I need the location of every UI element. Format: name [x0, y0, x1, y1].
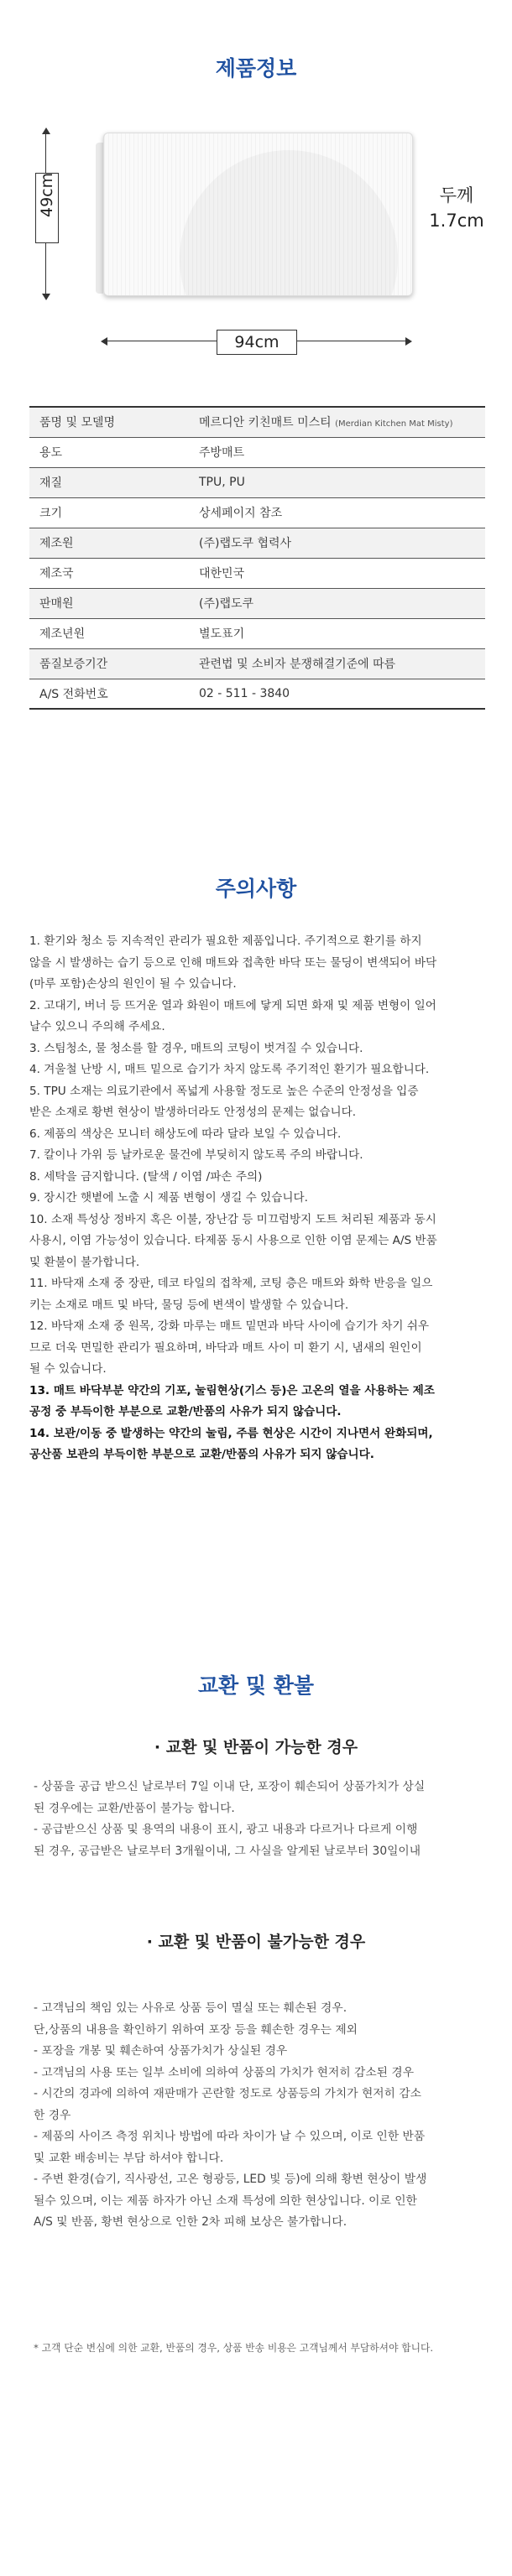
caution-line: 9. 장시간 햇볕에 노출 시 제품 변형이 생길 수 있습니다.	[29, 1191, 308, 1205]
spec-key: 제조년원	[29, 618, 189, 648]
kitchen-mat-image	[103, 133, 413, 296]
caution-line-bold: 공정 중 부득이한 부분으로 교환/반품의 사유가 되지 않습니다.	[29, 1405, 342, 1418]
exchange-impossible-list	[34, 1998, 483, 2234]
arrow-left-icon	[101, 337, 107, 346]
exchange-impossible-title: · 교환 및 반품이 불가능한 경우	[146, 1933, 366, 1951]
caution-line: 사용시, 이염 가능성이 있습니다. 타제품 동시 사용으로 인한 이염 문제는 A/S 반품	[29, 1234, 437, 1247]
spec-key: 크기	[29, 497, 189, 528]
spec-value: 별도표기	[189, 618, 485, 648]
table-row	[29, 558, 485, 588]
spec-key: 품명 및 모델명	[29, 407, 189, 437]
spec-table	[29, 406, 485, 710]
caution-line: 3. 스팀청소, 물 청소를 할 경우, 매트의 코팅이 벗겨질 수 있습니다.	[29, 1041, 363, 1055]
product-info-title: 제품정보	[215, 56, 297, 81]
caution-line: 않을 시 발생하는 습기 등으로 인해 매트와 접촉한 바닥 또는 물딩이 변색되어 바닥	[29, 955, 437, 970]
spec-value: 대한민국	[189, 558, 485, 588]
caution-line: 12. 바닥재 소재 중 원목, 강화 마루는 매트 밑면과 바닥 사이에 습기가 차기 쉬우	[29, 1319, 430, 1333]
list-item: - 시간의 경과에 의하여 재판매가 곤란할 정도로 상품등의 가치가 현저히 감소	[34, 2087, 421, 2100]
spec-value: (주)랩도쿠	[189, 588, 485, 618]
exchange-title: 교환 및 환불	[197, 1673, 315, 1698]
list-item: - 고객님의 사용 또는 일부 소비에 의하여 상품의 가치가 현저히 감소된 경우	[34, 2065, 415, 2079]
caution-line-bold: 13. 매트 바닥부분 약간의 기포, 눌림현상(기스 등)은 고온의 열을 사용하는 제조	[29, 1383, 435, 1397]
list-item: - 포장을 개봉 및 훼손하여 상품가치가 상실된 경우	[34, 2044, 288, 2058]
spec-value: 관련법 및 소비자 분쟁해결기준에 따름	[189, 648, 485, 679]
list-item: 될수 있으며, 이는 제품 하자가 아닌 소재 특성에 의한 현상입니다. 이로 인한	[34, 2194, 417, 2208]
caution-line: 2. 고대기, 버너 등 뜨거운 열과 화원이 매트에 닿게 되면 화재 및 제품 변형이 일어	[29, 998, 436, 1012]
table-row	[29, 648, 485, 679]
spec-key: 품질보증기간	[29, 648, 189, 679]
list-item: 단,상품의 내용을 확인하기 위하여 포장 등을 훼손한 경우는 제외	[34, 2022, 358, 2037]
width-label-box	[217, 330, 297, 355]
caution-line: 및 환불이 불가합니다.	[29, 1255, 140, 1269]
mat-side-edge	[96, 143, 103, 294]
list-item: A/S 및 반품, 황변 현상으로 인한 2차 피해 보상은 불가합니다.	[34, 2215, 347, 2229]
caution-line: 므로 더욱 면밀한 관리가 필요하며, 바닥과 매트 사이 미 환기 시, 냄새의 원인이	[29, 1340, 422, 1355]
table-row	[29, 437, 485, 467]
spec-key: 용도	[29, 437, 189, 467]
caution-title: 주의사항	[215, 877, 297, 901]
list-item: 한 경우	[34, 2108, 71, 2122]
caution-list	[29, 931, 487, 1466]
caution-line: 날수 있으니 주의해 주세요.	[29, 1020, 165, 1033]
product-dimension-figure	[0, 84, 512, 369]
caution-line: (마루 포함)손상의 원인이 될 수 있습니다.	[29, 977, 237, 991]
list-item: 된 경우, 공급받은 날로부터 3개월이내, 그 사실을 알게된 날로부터 30일이내	[34, 1844, 421, 1858]
spec-key: 판매원	[29, 588, 189, 618]
table-row	[29, 407, 485, 437]
exchange-possible-list	[34, 1777, 483, 1862]
exchange-possible-title: · 교환 및 반품이 가능한 경우	[154, 1738, 358, 1756]
table-row	[29, 467, 485, 497]
spec-value: 주방매트	[189, 437, 485, 467]
list-item: - 공급받으신 상품 및 용역의 내용이 표시, 광고 내용과 다르거나 다르게 이행	[34, 1823, 418, 1836]
spec-key: A/S 전화번호	[29, 679, 189, 709]
list-item: - 고객님의 책임 있는 사유로 상품 등이 멸실 또는 훼손된 경우.	[34, 2001, 347, 2015]
caution-line: 1. 환기와 청소 등 지속적인 관리가 필요한 제품입니다. 주기적으로 환기를 하지	[29, 934, 422, 948]
caution-line: 될 수 있습니다.	[29, 1362, 107, 1376]
thickness-label	[423, 183, 490, 233]
thickness-value: 1.7cm	[429, 211, 484, 231]
spec-value	[189, 407, 485, 437]
spec-value-english: (Merdian Kitchen Mat Misty)	[335, 419, 453, 429]
spec-value: 02 - 511 - 3840	[189, 679, 485, 709]
spec-value: (주)랩도쿠 협력사	[189, 528, 485, 558]
arrow-up-icon	[42, 127, 50, 134]
thickness-title: 두께	[439, 185, 474, 206]
spec-key: 제조원	[29, 528, 189, 558]
caution-line: 10. 소재 특성상 정바지 혹은 이불, 장난감 등 미끄럼방지 도트 처리된 제품과 동시	[29, 1212, 436, 1226]
spec-key: 재질	[29, 467, 189, 497]
height-label-box	[35, 173, 59, 243]
arrow-down-icon	[42, 294, 50, 300]
list-item: - 주변 환경(습기, 직사광선, 고온 형광등, LED 빛 등)에 의해 황변 현상이 발생	[34, 2173, 427, 2186]
height-value: 49cm	[38, 172, 56, 217]
list-item: - 상품을 공급 받으신 날로부터 7일 이내 단, 포장이 훼손되어 상품가치가 상실	[34, 1780, 426, 1793]
table-row	[29, 679, 485, 709]
spec-value-text: 메르디안 키친매트 미스티	[199, 416, 332, 430]
list-item: 및 교환 배송비는 부담 하셔야 합니다.	[34, 2151, 224, 2165]
width-value: 94cm	[234, 333, 280, 351]
list-item: - 제품의 사이즈 측정 위치나 방법에 따라 차이가 날 수 있으며, 이로 인한 반품	[34, 2130, 426, 2143]
list-item: 된 경우에는 교환/반품이 불가능 합니다.	[34, 1801, 235, 1815]
table-row	[29, 528, 485, 558]
spec-value: 상세페이지 참조	[189, 497, 485, 528]
spec-key: 제조국	[29, 558, 189, 588]
table-row	[29, 618, 485, 648]
spec-value: TPU, PU	[189, 467, 485, 497]
caution-line: 6. 제품의 색상은 모니터 해상도에 따라 달라 보일 수 있습니다.	[29, 1127, 342, 1141]
arrow-right-icon	[405, 337, 412, 346]
caution-line: 받은 소재로 황변 현상이 발생하더라도 안정성의 문제는 없습니다.	[29, 1106, 357, 1119]
caution-line-bold: 공산품 보관의 부득이한 부분으로 교환/반품의 사유가 되지 않습니다.	[29, 1448, 374, 1461]
caution-line: 7. 칼이나 가위 등 날카로운 물건에 부딪히지 않도록 주의 바랍니다.	[29, 1148, 363, 1162]
caution-line-bold: 14. 보관/이동 중 발생하는 약간의 눌림, 주름 현상은 시간이 지나면서 완화되며,	[29, 1426, 433, 1440]
caution-line: 4. 겨울철 난방 시, 매트 밑으로 습기가 차지 않도록 주기적인 환기가 필요합니다.	[29, 1063, 430, 1076]
caution-line: 11. 바닥재 소재 중 장판, 데코 타일의 접착제, 코팅 층은 매트와 화학 반응을 일으	[29, 1277, 433, 1290]
table-row	[29, 497, 485, 528]
table-row	[29, 588, 485, 618]
exchange-footnote: * 고객 단순 변심에 의한 교환, 반품의 경우, 상품 반송 비용은 고객님께서 부담하셔야 합니다.	[34, 2342, 434, 2354]
caution-line: 8. 세탁을 금지합니다. (탈색 / 이염 /파손 주의)	[29, 1169, 263, 1184]
caution-line: 키는 소재로 매트 및 바닥, 물딩 등에 변색이 발생할 수 있습니다.	[29, 1298, 349, 1312]
caution-line: 5. TPU 소재는 의료기관에서 폭넓게 사용할 정도로 높은 수준의 안정성을 입증	[29, 1084, 419, 1098]
